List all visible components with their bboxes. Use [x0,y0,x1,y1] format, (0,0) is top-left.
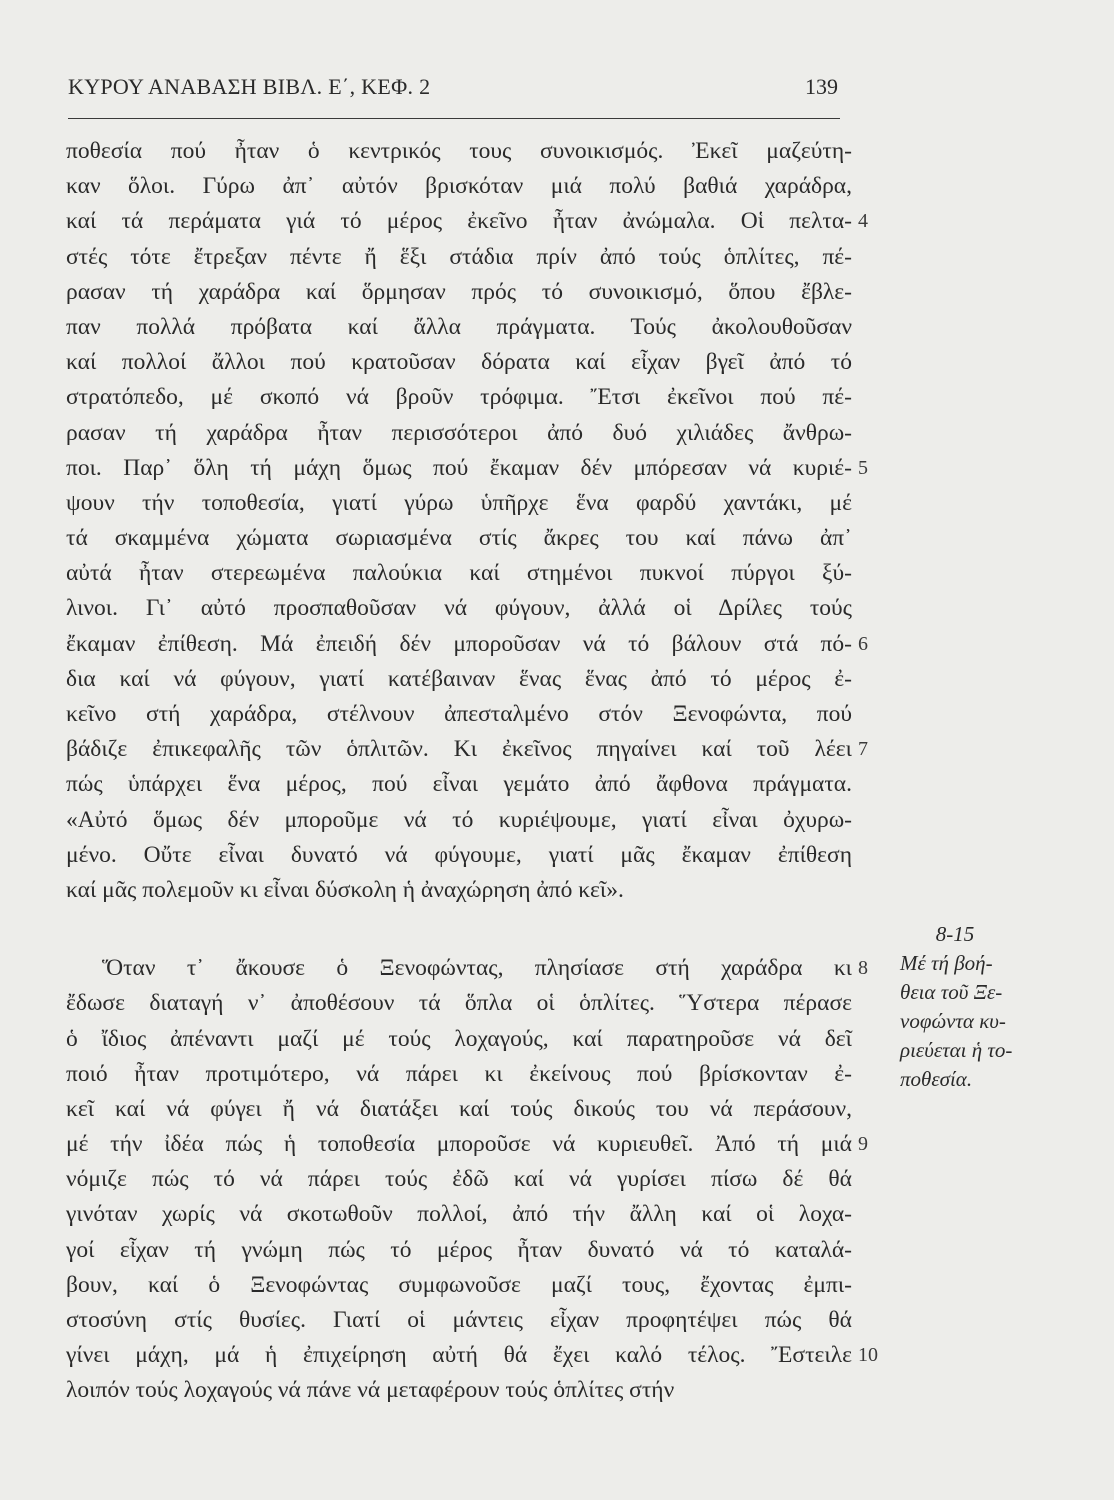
text-line [66,591,852,626]
text-line-content: λοιπόν τούς λοχαγούς νά πάνε νά μεταφέρουν τούς ὁπλίτες στήν [66,1377,675,1404]
text-line-content: ρασαν τή χαράδρα καί ὅρμησαν πρός τό συνοικισμό, ὅπου ἔβλε- [66,278,852,305]
text-line-content: καί πολλοί ἄλλοι πού κρατοῦσαν δόρατα καί εἶχαν βγεῖ ἀπό τό [66,349,852,376]
running-title: ΚΥΡΟΥ ΑΝΑΒΑΣΗ ΒΙΒΛ. Ε΄, ΚΕΦ. 2 [68,74,431,99]
header-rule [68,118,840,119]
text-line-content: γίνει μάχη, μά ἡ ἐπιχείρηση αὐτή θά ἔχει καλό τέλος. Ἔστειλε [66,1342,852,1369]
text-line [66,1022,852,1057]
text-line [66,732,868,767]
text-line-content: ἔκαμαν ἐπίθεση. Μά ἐπειδή δέν μποροῦσαν νά τό βάλουν στά πό- [66,630,852,657]
text-line [66,1338,878,1373]
text-line [66,1197,852,1232]
text-line-content: δια καί νά φύγουν, γιατί κατέβαιναν ἕνας ἕνας ἀπό τό μέρος ἐ- [66,665,852,692]
text-line [66,1057,852,1092]
text-line [66,1233,852,1268]
paragraph-2 [66,951,878,1408]
margin-note [900,920,1060,1094]
text-line-content: γοί εἶχαν τή γνώμη πώς τό μέρος ἦταν δυνατό νά τό καταλά- [66,1236,852,1263]
text-line-content: ποθεσία πού ἦταν ὁ κεντρικός τους συνοικισμός. Ἐκεῖ μαζεύτη- [66,138,852,164]
text-line [66,451,868,486]
text-line [66,310,852,345]
section-number: 7 [858,738,868,761]
text-line-content: μένο. Οὔτε εἶναι δυνατό νά φύγουμε, γιατί μᾶς ἔκαμαν ἐπίθεση [66,841,852,868]
body-text [66,134,878,1409]
margin-note-line: θεια τοῦ Ξε- [900,980,1003,1004]
running-head [68,74,838,108]
text-line-content: ψουν τήν τοποθεσία, γιατί γύρω ὑπῆρχε ἕνα φαρδύ χαντάκι, μέ [66,489,852,516]
paragraph-gap [66,908,852,951]
text-line-content: στρατόπεδο, μέ σκοπό νά βροῦν τρόφιμα. Ἔτσι ἐκεῖνοι πού πέ- [66,384,852,411]
text-line [66,134,852,169]
text-line-content: Ὅταν τ᾽ ἄκουσε ὁ Ξενοφώντας, πλησίασε στή χαράδρα κι [102,955,852,982]
text-line [66,275,852,310]
text-line [66,345,852,380]
text-line [66,767,852,802]
margin-note-line: ριεύεται ἡ το- [900,1038,1013,1062]
margin-note-range: 8-15 [935,922,975,946]
section-number: 6 [858,632,868,655]
text-line [66,556,852,591]
text-line-content: κεῖνο στή χαράδρα, στέλνουν ἀπεσταλμένο στόν Ξενοφώντα, πού [66,701,852,727]
text-line [66,1268,852,1303]
text-line-content: παν πολλά πρόβατα καί ἄλλα πράγματα. Τούς ἀκολουθοῦσαν [66,313,852,340]
text-line-content: καί μᾶς πολεμοῦν κι εἶναι δύσκολη ἡ ἀναχώρηση ἀπό κεῖ». [66,876,624,903]
text-line [66,803,852,838]
text-line [66,1162,852,1197]
text-line [66,416,852,451]
text-line [66,1127,868,1162]
paragraph-1 [66,134,868,908]
text-line [66,1092,852,1127]
text-line-content: καν ὅλοι. Γύρω ἀπ᾽ αὐτόν βρισκόταν μιά πολύ βαθιά χαράδρα, [66,173,852,200]
margin-note-line: ποθεσία. [900,1067,973,1091]
text-line-content: βάδιζε ἐπικεφαλῆς τῶν ὁπλιτῶν. Κι ἐκεῖνος πηγαίνει καί τοῦ λέει [66,736,852,763]
text-line-content: ποι. Παρ᾽ ὅλη τή μάχη ὅμως πού ἔκαμαν δέν μπόρεσαν νά κυριέ- [66,454,852,481]
text-line [66,240,852,275]
text-line-content: στές τότε ἔτρεξαν πέντε ἤ ἕξι στάδια πρίν ἀπό τούς ὁπλίτες, πέ- [66,243,852,270]
margin-note-line: νοφώντα κυ- [900,1009,1006,1033]
text-line-content: λινοι. Γι᾽ αὐτό προσπαθοῦσαν νά φύγουν, ἀλλά οἱ Δρίλες τούς [66,595,852,622]
text-line-content: στοσύνη στίς θυσίες. Γιατί οἱ μάντεις εἶχαν προφητέψει πώς θά [66,1307,852,1333]
text-line [66,1373,852,1408]
text-line [66,380,852,415]
text-line-content: γινόταν χωρίς νά σκοτωθοῦν πολλοί, ἀπό τήν ἄλλη καί οἱ λοχα- [66,1201,852,1228]
text-line [66,697,852,732]
text-line-content: αὐτά ἦταν στερεωμένα παλούκια καί στημένοι πυκνοί πύργοι ξύ- [66,560,852,587]
text-line [66,986,852,1021]
section-number: 8 [858,957,868,980]
text-line-content: καί τά περάματα γιά τό μέρος ἐκεῖνο ἦταν ἀνώμαλα. Οἱ πελτα- [66,208,852,235]
text-line [66,627,868,662]
section-number: 5 [858,456,868,479]
text-line-content: «Αὐτό ὅμως δέν μποροῦμε νά τό κυριέψουμε, γιατί εἶναι ὀχυρω- [66,806,852,833]
text-line [66,486,852,521]
text-line-content: ὁ ἴδιος ἀπέναντι μαζί μέ τούς λοχαγούς, καί παρατηροῦσε νά δεῖ [66,1025,852,1052]
text-line-content: πώς ὑπάρχει ἕνα μέρος, πού εἶναι γεμάτο ἀπό ἄφθονα πράγματα. [66,771,852,798]
page-number: 139 [805,74,838,99]
text-line [66,169,852,204]
margin-note-line: Μέ τή βοή- [900,951,993,975]
section-number: 4 [858,210,868,233]
text-line [66,204,868,239]
text-line-content: ρασαν τή χαράδρα ἦταν περισσότεροι ἀπό δυό χιλιάδες ἄνθρω- [66,419,852,446]
text-line-content: ἔδωσε διαταγή ν᾽ ἀποθέσουν τά ὅπλα οἱ ὁπλίτες. Ὕστερα πέρασε [66,990,852,1017]
text-line [66,951,868,986]
section-number: 10 [858,1344,878,1367]
text-line-content: μέ τήν ἰδέα πώς ἡ τοποθεσία μποροῦσε νά κυριευθεῖ. Ἀπό τή μιά [66,1131,852,1158]
text-line-content: κεῖ καί νά φύγει ἤ νά διατάξει καί τούς δικούς του νά περάσουν, [66,1095,852,1122]
section-number: 9 [858,1133,868,1156]
text-line [66,521,852,556]
text-line [66,662,852,697]
text-line [66,873,852,908]
text-line-content: τά σκαμμένα χώματα σωριασμένα στίς ἄκρες του καί πάνω ἀπ᾽ [66,525,852,552]
text-line [66,838,852,873]
text-line-content: βουν, καί ὁ Ξενοφώντας συμφωνοῦσε μαζί τους, ἔχοντας ἐμπι- [66,1271,852,1298]
text-line-content: ποιό ἦταν προτιμότερο, νά πάρει κι ἐκείνους πού βρίσκονταν ἐ- [66,1060,852,1087]
text-line-content: νόμιζε πώς τό νά πάρει τούς ἐδῶ καί νά γυρίσει πίσω δέ θά [66,1166,852,1193]
text-line [66,1303,852,1338]
